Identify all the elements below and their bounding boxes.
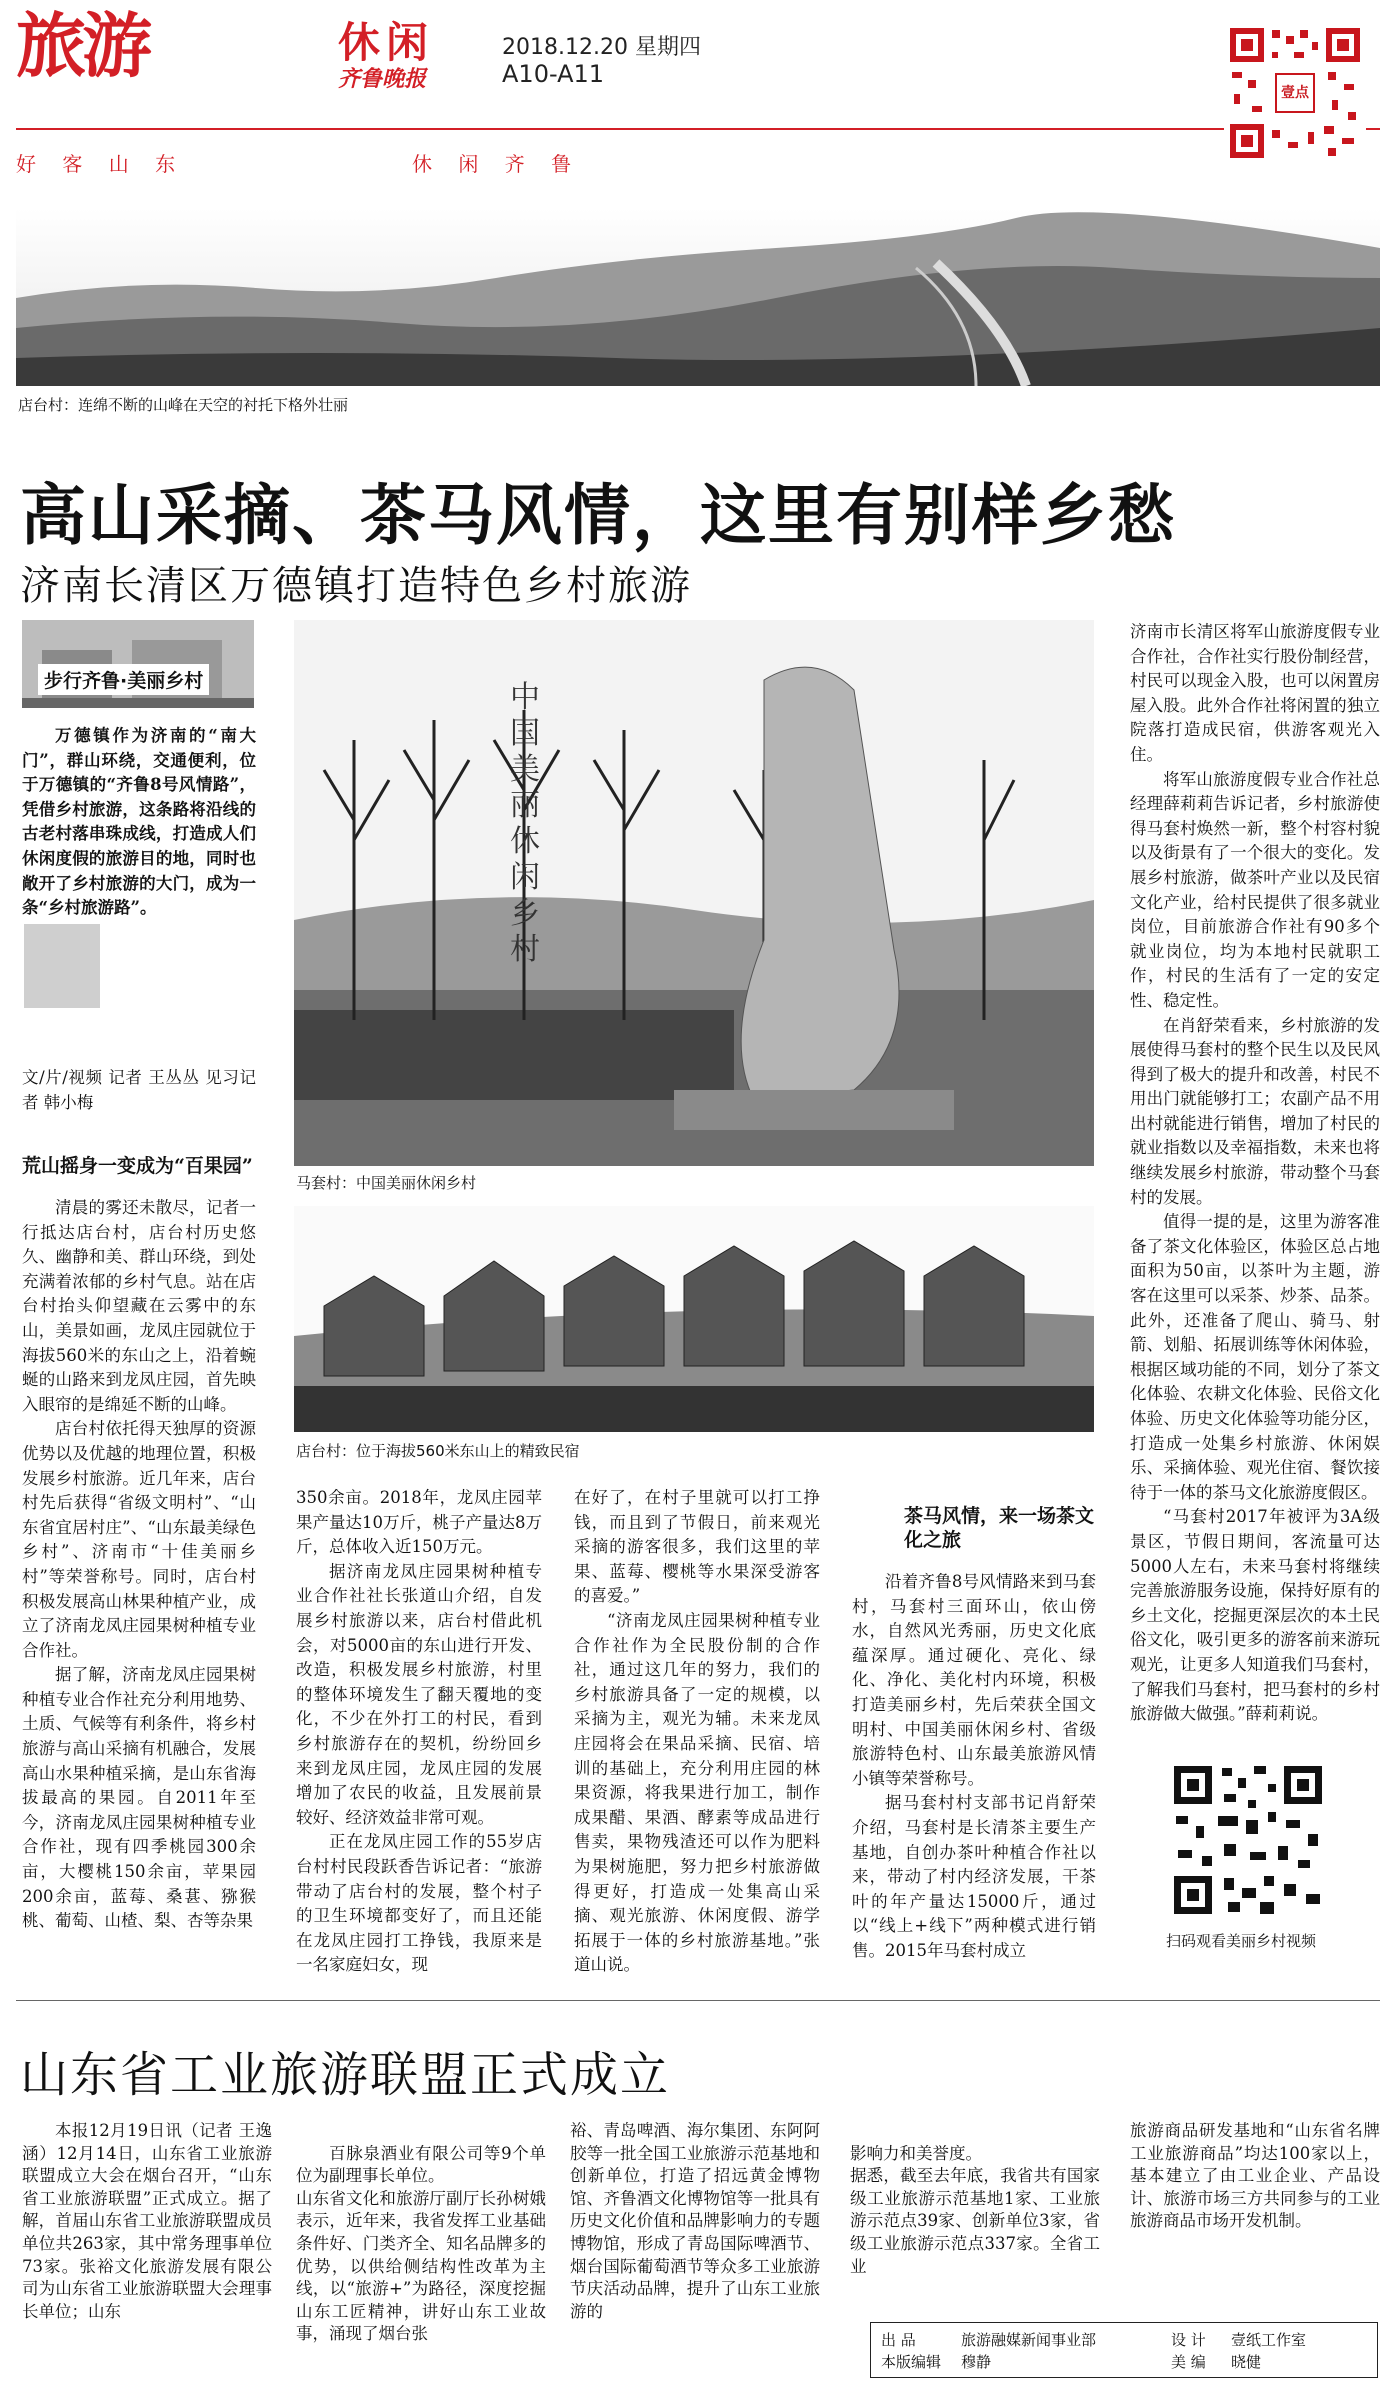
page-range: A10-A11 bbox=[502, 60, 605, 88]
article2-headline: 山东省工业旅游联盟正式成立 bbox=[20, 2047, 671, 2103]
column-4 bbox=[852, 1500, 1096, 1964]
col5-paragraph: “马套村2017年被评为3A级景区，节假日期间，客流量可达5000人左右，未来马套村将继续完善旅游服务设施，保持好原有的乡土文化，挖掘更深层次的本土民俗文化，吸引更多的游客前来游玩观光，让更多人知道我们马套村，了解我们马套村，把马套村的乡村旅游做大做强。”薛莉莉说。 bbox=[1130, 1507, 1380, 1724]
article2-col2-text: 百脉泉酒业有限公司等9个单位为副理事长单位。 山东省文化和旅游厅副厅长孙树娥表示，近年来，我省发挥工业基础条件好、门类齐全、知名品牌多的优势，以供给侧结构性改革为主线，以“旅游+”为路径，深度挖掘山东工匠精神，讲好山东工业故事，涌现了烟台张 bbox=[296, 2143, 546, 2344]
main-headline: 高山采摘、茶马风情，这里有别样乡愁 bbox=[20, 476, 1176, 554]
col3-paragraph: “济南龙凤庄园果树种植专业合作社作为全民股份制的合作社，通过这几年的努力，我们的乡村旅游具备了一定的规模，以采摘为主，观光为辅。未来龙凤庄园将会在果品采摘、民宿、培训的基础上，充分利用庄园的林果资源，将我果进行加工，制作成果醋、果酒、酵素等成品进行售卖，果物残渣还可以作为肥料为果树施肥，努力把乡村旅游做得更好，打造成一处集高山采摘、观光旅游、休闲度假、游学拓展于一体的乡村旅游基地。”张道山说。 bbox=[574, 1610, 820, 1975]
article2-col5-text: 旅游商品研发基地和“山东省名牌工业旅游商品”均达100家以上，基本建立了由工业企业、产品设计、旅游市场三方共同参与的工业旅游商品市场开发机制。 bbox=[1130, 2121, 1380, 2231]
article2-col3-text: 裕、青岛啤酒、海尔集团、东阿阿胶等一批全国工业旅游示范基地和创新单位，打造了招远黄金博物馆、齐鲁酒文化博物馆等一批具有历史文化价值和品牌影响力的专题博物馆，形成了青岛国际啤酒节、烟台国际葡萄酒节等众多工业旅游节庆活动品牌，提升了山东工业旅游的 bbox=[570, 2121, 820, 2321]
column-3 bbox=[574, 1486, 820, 1978]
video-qr-code[interactable] bbox=[1168, 1760, 1328, 1920]
photo-matao-caption: 马套村：中国美丽休闲乡村 bbox=[296, 1174, 477, 1192]
panorama-photo bbox=[16, 208, 1380, 386]
publisher-name: 旅游融媒新闻事业部 bbox=[961, 2331, 1097, 2349]
lead-placeholder-image bbox=[24, 924, 100, 1008]
article2-col1-text: 本报12月19日讯（记者 王逸涵）12月14日，山东省工业旅游联盟成立大会在烟台召开，“山东省工业旅游联盟”正式成立。据了解，首届山东省工业旅游联盟成员单位共263家，其中常务理事单位73家。张裕文化旅游发展有限公司为山东省工业旅游联盟大会理事长单位；山东 bbox=[22, 2121, 272, 2321]
panorama-caption: 店台村：连绵不断的山峰在天空的衬托下格外壮丽 bbox=[18, 396, 349, 414]
slogan-left: 好 客 山 东 bbox=[16, 152, 186, 176]
col1-paragraph: 店台村依托得天独厚的资源优势以及优越的地理位置，积极发展乡村旅游。近几年来，店台村先后获得“省级文明村”、“山东省宜居村庄”、“山东最美绿色乡村”、济南市“十佳美丽乡村”等荣誉称号。同时，店台村积极发展高山林果种植产业，成立了济南龙凤庄园果树种植专业合作社。 bbox=[22, 1419, 256, 1660]
col2-paragraph: 正在龙凤庄园工作的55岁店台村村民段跃香告诉记者：“旅游带动了店台村的发展，整个村子的卫生环境都变好了，而且还能在龙凤庄园打工挣钱，我原来是一名家庭妇女，现 bbox=[296, 1832, 542, 1975]
masthead-rule bbox=[16, 128, 1380, 130]
lead-paragraph bbox=[22, 724, 256, 921]
stone-inscription: 中国美丽休闲乡村 bbox=[510, 680, 540, 967]
col1-paragraph: 据了解，济南龙凤庄园果树种植专业合作社充分利用地势、土质、气候等有利条件，将乡村旅游与高山采摘有机融合，发展高山水果种植采摘，是山东省海拔最高的果园。自2011年至今，济南龙凤庄园果树种植专业合作社，现有四季桃园300余亩，大樱桃150余亩，苹果园200余亩，蓝莓、桑葚、猕猴桃、葡萄、山楂、梨、杏等杂果 bbox=[22, 1665, 256, 1931]
article2-column-2 bbox=[296, 2120, 546, 2369]
col3-paragraph: 在好了，在村子里就可以打工挣钱，而且到了节假日，前来观光采摘的游客很多，我们这里的苹果、蓝莓、樱桃等水果深受游客的喜爱。” bbox=[574, 1488, 820, 1606]
paper-name: 齐鲁晚报 bbox=[338, 66, 427, 92]
col4-subtitle: 茶马风情，来一场茶文化之旅 bbox=[904, 1505, 1095, 1551]
slogan-right: 休 闲 齐 鲁 bbox=[412, 152, 582, 176]
col4-paragraph: 据马套村村支部书记肖舒荣介绍，马套村是长清茶主要生产基地，自创办茶叶种植合作社以来，带动了村内经济发展，干茶叶的年产量达15000斤，通过以“线上+线下”两种模式进行销售。2015年马套村成立 bbox=[852, 1793, 1096, 1960]
credits-box bbox=[870, 2322, 1378, 2378]
issue-date: 2018.12.20 星期四 bbox=[502, 35, 701, 60]
col4-paragraph: 沿着齐鲁8号风情路来到马套村，马套村三面环山，依山傍水，自然风光秀丽，历史文化底蕴深厚。通过硬化、亮化、绿化、净化、美化村内环境，积极打造美丽乡村，先后荣获全国文明村、中国美丽休闲乡村、省级旅游特色村、山东最美旅游风情小镇等荣誉称号。 bbox=[852, 1572, 1096, 1788]
lead-text: 万德镇作为济南的“南大门”，群山环绕，交通便利，位于万德镇的“齐鲁8号风情路”，凭借乡村旅游，这条路将沿线的古老村落串珠成线，打造成人们休闲度假的旅游目的地，同时也敞开了乡村旅游的大门，成为一条“乡村旅游路”。 bbox=[22, 726, 256, 918]
article2-column-1 bbox=[22, 2120, 272, 2323]
video-qr-caption: 扫码观看美丽乡村视频 bbox=[1166, 1932, 1317, 1950]
col5-paragraph: 将军山旅游度假专业合作社总经理薛莉莉告诉记者，乡村旅游使得马套村焕然一新，整个村容村貌以及街景有了一个很大的变化。发展乡村旅游，做茶叶产业以及民宿文化产业，给村民提供了很多就业岗位，目前旅游合作社有90多个就业岗位，均为本地村民就职工作，村民的生活有了一定的安定性、稳定性。 bbox=[1130, 769, 1380, 1010]
col2-paragraph: 350余亩。2018年，龙凤庄园苹果产量达10万斤，桃子产量达8万斤，总体收入近150万元。 bbox=[296, 1488, 542, 1557]
photo-matao-village bbox=[294, 620, 1094, 1166]
main-subhead: 济南长清区万德镇打造特色乡村旅游 bbox=[20, 563, 692, 609]
masthead-logo: 旅游 bbox=[16, 4, 148, 87]
column-2 bbox=[296, 1486, 542, 1978]
article2-column-5 bbox=[1130, 2120, 1380, 2233]
photo-homestay-caption: 店台村：位于海拔560米东山上的精致民宿 bbox=[296, 1442, 580, 1460]
article2-column-4 bbox=[850, 2120, 1100, 2301]
byline bbox=[22, 1066, 256, 1115]
design-label: 设 计 bbox=[1171, 2331, 1206, 2349]
publisher-label: 出 品 bbox=[881, 2331, 916, 2349]
col1-subtitle: 荒山摇身一变成为“百果园” bbox=[22, 1155, 253, 1177]
art-label: 美 编 bbox=[1171, 2353, 1206, 2371]
column-1 bbox=[22, 1150, 256, 1934]
masthead-qr-code[interactable] bbox=[1224, 22, 1366, 164]
art-name: 晓健 bbox=[1231, 2353, 1262, 2371]
article2-column-3 bbox=[570, 2120, 820, 2323]
column-5 bbox=[1130, 620, 1380, 1727]
photo-homestay bbox=[294, 1206, 1094, 1432]
col5-paragraph: 在肖舒荣看来，乡村旅游的发展使得马套村的整个民生以及民风得到了极大的提升和改善，村民不用出门就能够打工；农副产品不用出村就能进行销售，增加了村民的就业指数以及幸福指数，未来也将继续发展乡村旅游，带动整个马套村的发展。 bbox=[1130, 1015, 1380, 1207]
section-divider bbox=[16, 2000, 1380, 2001]
col2-paragraph: 据济南龙凤庄园果树种植专业合作社社长张道山介绍，自发展乡村旅游以来，店台村借此机会，对5000亩的东山进行开发、改造，积极发展乡村旅游，村里的整体环境发生了翻天覆地的变化，不少在外打工的村民，看到乡村旅游存在的契机，纷纷回乡来到龙凤庄园，龙凤庄园的发展增加了农民的收益，且发展前景较好、经济效益非常可观。 bbox=[296, 1561, 542, 1827]
col5-paragraph: 济南市长清区将军山旅游度假专业合作社，合作社实行股份制经营，村民可以现金入股，也可以闲置房屋入股。此外合作社将闲置的独立院落打造成民宿，供游客观光入住。 bbox=[1130, 622, 1380, 764]
design-name: 壹纸工作室 bbox=[1231, 2331, 1307, 2349]
section-name: 休闲 bbox=[338, 18, 435, 67]
col1-paragraph: 清晨的雾还未散尽，记者一行抵达店台村，店台村历史悠久、幽静和美、群山环绕，到处充满着浓郁的乡村气息。站在店台村抬头仰望藏在云雾中的东山，美景如画，龙凤庄园就位于海拔560米的东山之上，沿着蜿蜒的山路来到龙凤庄园，首先映入眼帘的是绵延不断的山峰。 bbox=[22, 1198, 256, 1414]
column-badge: 步行齐鲁·美丽乡村 bbox=[38, 664, 209, 695]
editor-name: 穆静 bbox=[961, 2353, 992, 2371]
col5-paragraph: 值得一提的是，这里为游客准备了茶文化体验区，体验区总占地面积为50亩，以茶叶为主题，游客在这里可以采茶、炒茶、品茶。此外，还准备了爬山、骑马、射箭、划船、拓展训练等休闲体验，根据区域功能的不同，划分了茶文化体验、农耕文化体验、民俗文化体验、历史文化体验等功能分区，打造成一处集乡村旅游、休闲娱乐、采摘体验、观光住宿、餐饮接待于一体的茶马文化旅游度假区。 bbox=[1130, 1212, 1380, 1502]
article2-col4-text: 影响力和美誉度。 据悉，截至去年底，我省共有国家级工业旅游示范基地1家、工业旅游示范点39家、创新单位3家，省级工业旅游示范点337家。全省工业 bbox=[850, 2143, 1100, 2276]
qr-label: 壹点 bbox=[1281, 85, 1309, 101]
byline-text: 文/片/视频 记者 王丛丛 见习记者 韩小梅 bbox=[22, 1068, 256, 1112]
editor-label: 本版编辑 bbox=[881, 2353, 942, 2371]
